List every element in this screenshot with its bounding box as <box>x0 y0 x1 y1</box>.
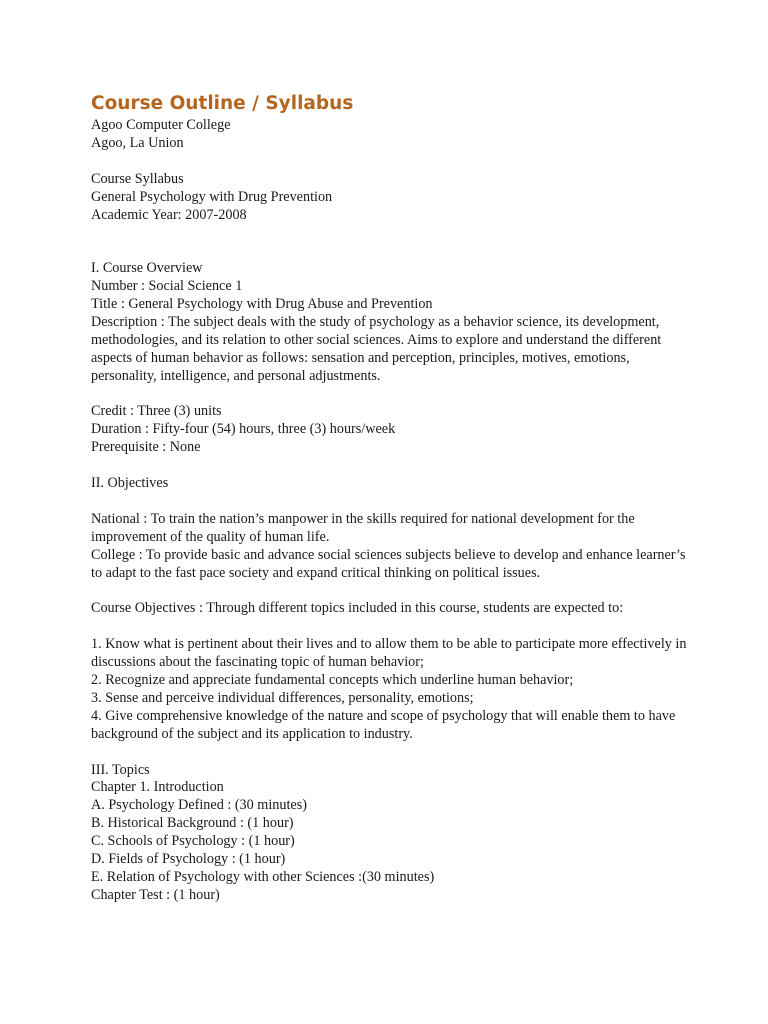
topics-heading: III. Topics <box>91 761 150 778</box>
spacer <box>91 618 691 636</box>
overview-title: Title : General Psychology with Drug Abuse and Prevention <box>91 296 433 313</box>
spacer <box>91 582 691 600</box>
course-name: General Psychology with Drug Prevention <box>91 188 333 205</box>
topic-item: C. Schools of Psychology : (1 hour) <box>91 833 295 850</box>
topic-item: E. Relation of Psychology with other Sciences :(30 minutes) <box>91 868 435 885</box>
spacer <box>91 744 691 762</box>
syllabus-label: Course Syllabus <box>91 170 184 187</box>
academic-year: Academic Year: 2007-2008 <box>91 206 247 223</box>
objective-item: 3. Sense and perceive individual differences, personality, emotions; <box>91 689 474 706</box>
spacer <box>91 153 691 171</box>
objective-item: 1. Know what is pertinent about their lives and to allow them to be able to participate more effectively in discussions about the fascinating topic of human behavior; <box>91 636 687 671</box>
overview-heading: I. Course Overview <box>91 260 203 277</box>
course-objectives-intro: Course Objectives : Through different topics included in this course, students are expected to: <box>91 600 624 617</box>
spacer <box>91 493 691 511</box>
topic-item: B. Historical Background : (1 hour) <box>91 815 294 832</box>
spacer <box>91 386 691 404</box>
overview-description: Description : The subject deals with the study of psychology as a behavior science, its development, methodologies, and its relation to other social sciences. Aims to explore and understand the different aspects of human behavior as follows: sensation and perception, principles, motives, emotions, personality, intelligence, and personal adjustments. <box>91 313 662 384</box>
topic-item: A. Psychology Defined : (30 minutes) <box>91 797 307 814</box>
overview-credit: Credit : Three (3) units <box>91 403 222 420</box>
objective-item: 2. Recognize and appreciate fundamental concepts which underline human behavior; <box>91 671 574 688</box>
overview-prerequisite: Prerequisite : None <box>91 439 201 456</box>
topics-chapter: Chapter 1. Introduction <box>91 779 224 796</box>
objective-college: College : To provide basic and advance social sciences subjects believe to develop and enhance learner’s to adapt to the fast pace society and expand critical thinking on political issues. <box>91 546 686 581</box>
document-title: Course Outline / Syllabus <box>91 93 354 114</box>
spacer <box>91 457 691 475</box>
topic-item: Chapter Test : (1 hour) <box>91 886 220 903</box>
document-page <box>91 92 691 905</box>
overview-duration: Duration : Fifty-four (54) hours, three (3) hours/week <box>91 421 396 438</box>
college-location: Agoo, La Union <box>91 134 184 151</box>
objective-national: National : To train the nation’s manpower in the skills required for national development for the improvement of the quality of human life. <box>91 510 635 545</box>
spacer <box>91 224 691 260</box>
objective-item: 4. Give comprehensive knowledge of the nature and scope of psychology that will enable them to have background of the subject and its application to industry. <box>91 707 676 742</box>
overview-number: Number : Social Science 1 <box>91 278 243 295</box>
objectives-heading: II. Objectives <box>91 475 169 492</box>
topic-item: D. Fields of Psychology : (1 hour) <box>91 851 286 868</box>
college-name: Agoo Computer College <box>91 117 231 133</box>
